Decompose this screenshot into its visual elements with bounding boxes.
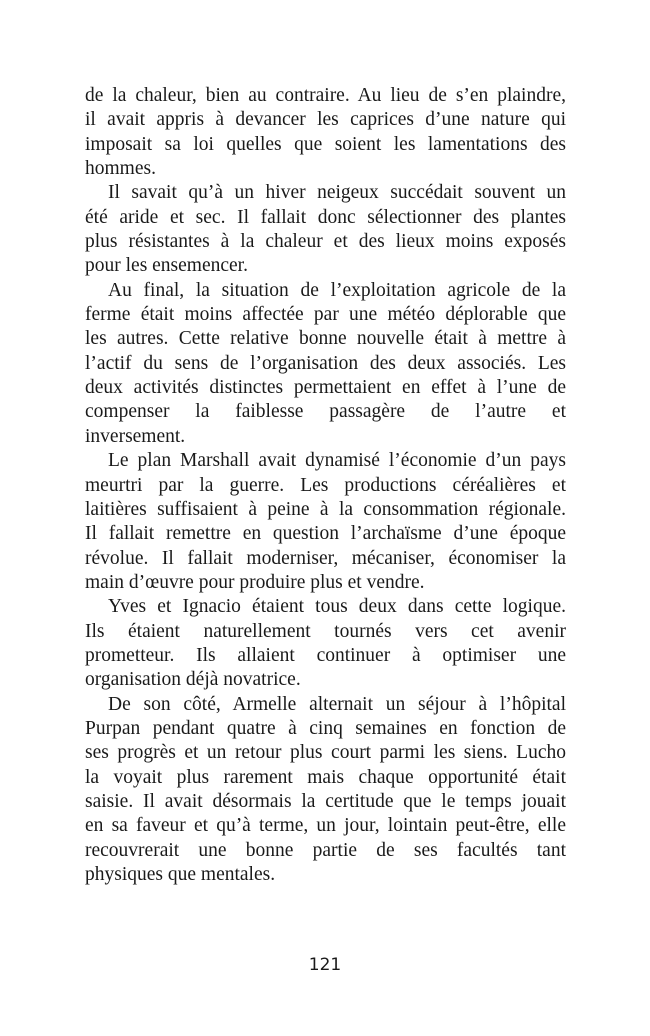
text-line: De son côté, Armelle alternait un séjour à l’hôpital (108, 693, 566, 715)
text-line: Il fallait remettre en question l’archaïsme d’une époque (85, 523, 566, 545)
text-line: imposait sa loi quelles que soient les lamentations des (85, 133, 566, 155)
page-body-text (85, 84, 566, 887)
text-line: la voyait plus rarement mais chaque opportunité était (85, 766, 566, 788)
text-line: Le plan Marshall avait dynamisé l’économie d’un pays (108, 450, 566, 472)
text-line: plus résistantes à la chaleur et des lieux moins exposés (85, 231, 566, 253)
text-line: main d’œuvre pour produire plus et vendre. (85, 571, 425, 593)
paragraph (85, 181, 566, 278)
text-line: révolue. Il fallait moderniser, mécaniser, économiser la (85, 547, 566, 569)
text-line: les autres. Cette relative bonne nouvelle était à mettre à (85, 328, 566, 350)
text-line: laitières suffisaient à peine à la consommation régionale. (85, 498, 566, 520)
text-line: Au final, la situation de l’exploitation agricole de la (108, 279, 566, 301)
text-line: hommes. (85, 158, 156, 180)
text-line: été aride et sec. Il fallait donc sélectionner des plantes (85, 206, 566, 228)
text-line: ferme était moins affectée par une météo déplorable que (85, 304, 566, 326)
paragraph (85, 449, 566, 595)
paragraph (85, 84, 566, 181)
text-line: inversement. (85, 425, 186, 447)
text-line: deux activités distinctes permettaient en effet à l’une de (85, 377, 566, 399)
paragraph (85, 279, 566, 449)
text-line: organisation déjà novatrice. (85, 669, 301, 691)
text-line: compenser la faiblesse passagère de l’autre et (85, 401, 566, 423)
text-line: Il savait qu’à un hiver neigeux succédait souvent un (108, 182, 566, 204)
text-line: Ils étaient naturellement tournés vers cet avenir (85, 620, 566, 642)
text-line: Yves et Ignacio étaient tous deux dans cette logique. (108, 596, 566, 618)
text-line: il avait appris à devancer les caprices d’une nature qui (85, 109, 566, 131)
text-line: de la chaleur, bien au contraire. Au lieu de s’en plaindre, (85, 85, 566, 106)
paragraph (85, 595, 566, 692)
paragraph (85, 693, 566, 888)
text-line: ses progrès et un retour plus court parmi les siens. Lucho (85, 742, 566, 764)
page-number: 121 (308, 955, 342, 975)
text-line: recouvrerait une bonne partie de ses facultés tant (85, 839, 566, 861)
text-line: saisie. Il avait désormais la certitude que le temps jouait (85, 790, 566, 812)
text-line: meurtri par la guerre. Les productions céréalières et (85, 474, 566, 496)
text-line: pour les ensemencer. (85, 255, 248, 277)
text-line: l’actif du sens de l’organisation des deux associés. Les (85, 352, 566, 374)
text-line: en sa faveur et qu’à terme, un jour, lointain peut-être, elle (85, 815, 566, 837)
text-line: Purpan pendant quatre à cinq semaines en fonction de (85, 717, 566, 739)
text-line: physiques que mentales. (85, 864, 276, 885)
text-line: prometteur. Ils allaient continuer à optimiser une (85, 644, 566, 666)
